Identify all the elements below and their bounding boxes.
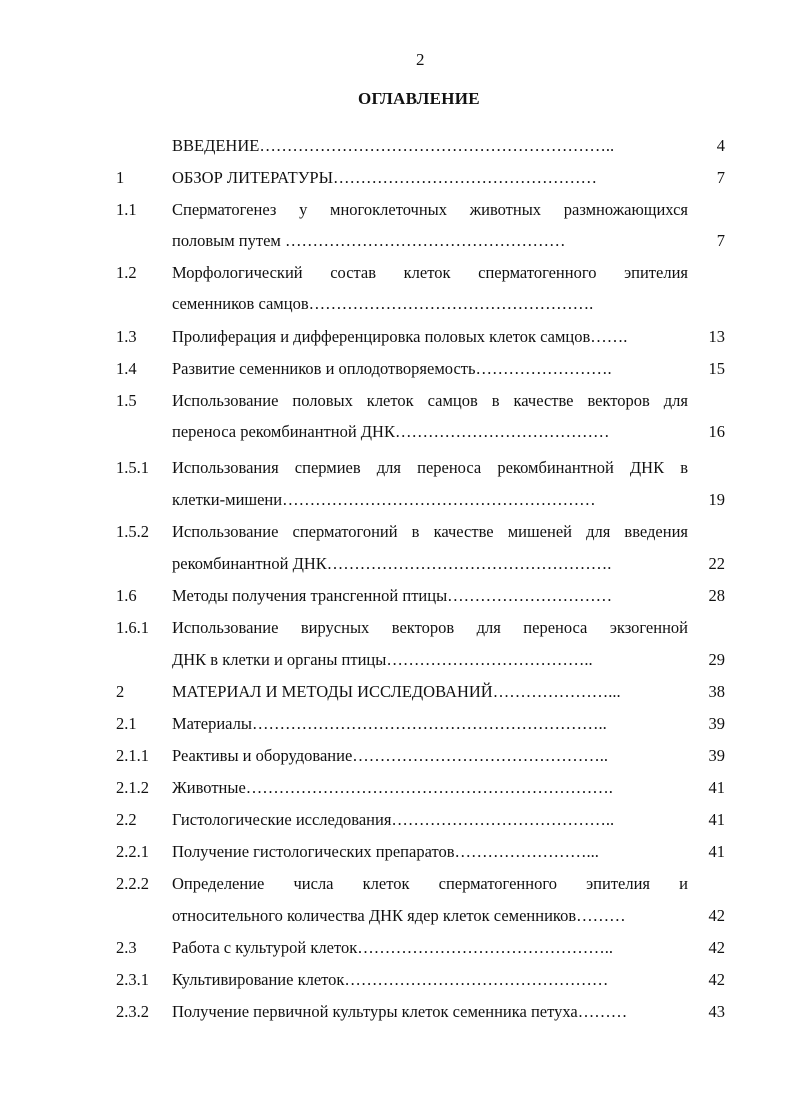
toc-entry-text: Морфологический состав клеток сперматогенного эпителия [172,263,688,282]
toc-entry-number: 1 [116,168,125,187]
toc-entry-number: 2.1.2 [116,778,149,797]
toc-entry-number: 1.5.1 [116,458,149,477]
toc-entry-text: ОБЗОР ЛИТЕРАТУРЫ………………………………………… [172,168,597,187]
toc-entry-page: 4 [716,136,725,155]
toc-entry-number: 2.3 [116,938,137,957]
toc-entry-text: половым путем …………………………………………… [172,231,566,250]
toc-entry-page: 13 [708,327,725,346]
toc-entry-number: 1.6.1 [116,618,149,637]
toc-entry-page: 41 [708,778,725,797]
toc-entry-number: 1.3 [116,327,137,346]
toc-entry-page: 16 [708,422,725,441]
toc-entry-text: Культивирование клеток………………………………………… [172,970,609,989]
toc-entry-page [685,293,725,315]
toc-entry-number: 1.4 [116,359,137,378]
toc-entry-page: 19 [708,490,725,509]
toc-entry-text: Пролиферация и дифференцировка половых клеток самцов……. [172,327,628,346]
toc-entry-page: 42 [708,906,725,925]
toc-entry-page: 15 [708,359,725,378]
toc-entry-number: 1.1 [116,200,137,219]
toc-entry-page: 39 [708,714,725,733]
toc-entry-text: ДНК в клетки и органы птицы……………………………….. [172,650,593,669]
toc-entry-text: Использование половых клеток самцов в качестве векторов для [172,391,688,410]
toc-entry-text: Получение гистологических препаратов……………………... [172,842,599,861]
toc-entry-text: Методы получения трансгенной птицы………………………… [172,586,613,605]
toc-entry-text: Работа с культурой клеток……………………………………….. [172,938,613,957]
toc-entry-number: 1.5.2 [116,522,149,541]
toc-entry-number: 2.2 [116,810,137,829]
toc-entry-text: Реактивы и оборудование……………………………………….. [172,746,609,765]
toc-entry-number: 1.2 [116,263,137,282]
toc-entry-number: 2.2.2 [116,874,149,893]
toc-entry-text: Сперматогенез у многоклеточных животных размножающихся [172,200,688,219]
toc-entry-text: клетки-мишени………………………………………………… [172,490,596,509]
toc-entry-number: 1.6 [116,586,137,605]
toc-entry-text: Материалы……………………………………………………….. [172,714,607,733]
toc-entry-page: 39 [708,746,725,765]
toc-entry-text: Развитие семенников и оплодотворяемость……………………. [172,359,612,378]
toc-entry-page: 43 [708,1002,725,1021]
toc-entry-text: Гистологические исследования………………………………….. [172,810,615,829]
toc-entry-number: 2.2.1 [116,842,149,861]
toc-entry-number: 2.1 [116,714,137,733]
toc-entry-text: переноса рекомбинантной ДНК………………………………… [172,422,610,441]
toc-entry-text: рекомбинантной ДНК……………………………………………. [172,554,612,573]
toc-entry-number: 2.1.1 [116,746,149,765]
toc-entry-page: 28 [708,586,725,605]
toc-entry-text: Использование сперматогоний в качестве мишеней для введения [172,522,688,541]
toc-entry-number: 2.3.1 [116,970,149,989]
toc-entry-page: 7 [716,168,725,187]
toc-entry-page: 41 [708,810,725,829]
toc-entry-text: ВВЕДЕНИЕ……………………………………………………….. [172,136,615,155]
toc-entry-page: 7 [716,231,725,250]
toc-entry-page: 29 [708,650,725,669]
toc-entry-page: 42 [708,938,725,957]
toc-entry-number: 2.3.2 [116,1002,149,1021]
toc-entry-text: Использование вирусных векторов для переноса экзогенной [172,618,688,637]
toc-entry-text: семенников самцов……………………………………………. [172,294,594,313]
toc-entry-text: Животные…………………………………………………………. [172,778,613,797]
toc-entry-page: 41 [708,842,725,861]
toc-entry-text: Получение первичной культуры клеток семенника петуха……… [172,1002,628,1021]
toc-entry-text: МАТЕРИАЛ И МЕТОДЫ ИССЛЕДОВАНИЙ…………………... [172,682,621,701]
toc-entry-text: Использования спермиев для переноса рекомбинантной ДНК в [172,458,688,477]
toc-entry-page: 42 [708,970,725,989]
toc-entry-page: 38 [708,682,725,701]
toc-entry-page: 22 [708,554,725,573]
toc-entry-text: относительного количества ДНК ядер клеток семенников……… [172,906,626,925]
toc-entry-number: 1.5 [116,391,137,410]
toc-entry-text: Определение числа клеток сперматогенного эпителия и [172,874,688,893]
toc-entry-number: 2 [116,682,125,701]
